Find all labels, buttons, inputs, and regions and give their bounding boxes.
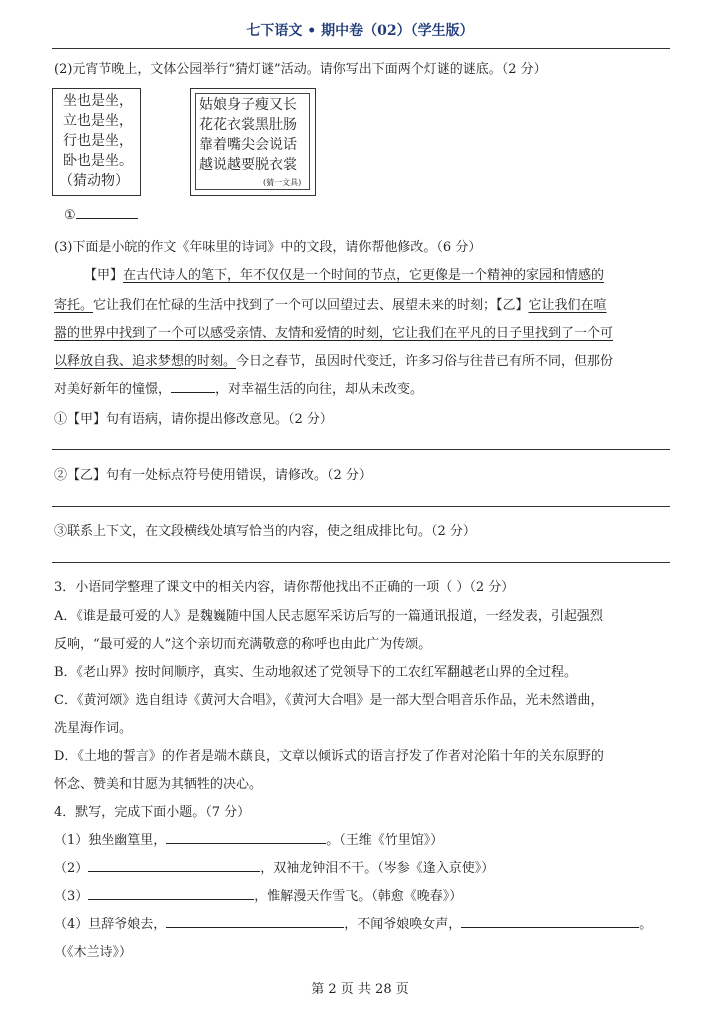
q2-prompt: (2)元宵节晚上，文体公园举行“猜灯谜”活动。请你写出下面两个灯谜的谜底。（2 分）: [54, 62, 547, 77]
q2-answer-line: [64, 206, 138, 223]
q4-text: （3）: [54, 889, 89, 904]
header-rule: [52, 48, 670, 49]
passage-tag-yi: 【乙】: [496, 298, 529, 313]
passage-line-3: [54, 322, 613, 341]
passage-underlined: 它让我们在喧: [528, 298, 607, 313]
answer-line-sub2[interactable]: [52, 506, 670, 507]
q4-text: （1）独坐幽篁里，: [54, 833, 167, 848]
riddle1-line: 卧也是坐。: [63, 153, 133, 169]
riddle2-line: 越说越要脱衣裳: [199, 157, 297, 173]
page-number: 第 2 页 共 28 页: [311, 982, 409, 997]
q3-sub3: ③联系上下文，在文段横线处填写恰当的内容，使之组成排比句。（2 分）: [54, 524, 476, 539]
q4-blank-2[interactable]: [88, 859, 260, 872]
q4-line4: [54, 913, 652, 932]
passage-text: 对美好新年的憧憬，: [54, 382, 172, 397]
q4-blank-5[interactable]: [461, 915, 639, 928]
q4-blank-3[interactable]: [88, 887, 254, 900]
q4-text: （2）: [54, 861, 89, 876]
q4-text: ，不闻爷娘唤女声，: [344, 917, 462, 932]
q4-line1: [54, 829, 443, 848]
riddle2-box: [190, 88, 316, 196]
option-d-line2: 怀念、赞美和甘愿为其牺牲的决心。: [54, 777, 263, 792]
q4-text: （4）旦辞爷娘去，: [54, 917, 167, 932]
riddle2-line: 花花衣裳黑肚肠: [199, 117, 297, 133]
q4-blank-4[interactable]: [166, 915, 344, 928]
option-c-line2: 冼星海作词。: [54, 721, 133, 736]
passage-text: ，对幸福生活的向往，却从未改变。: [215, 382, 424, 397]
riddle2-hint: (猜一文具): [263, 178, 302, 187]
q2-answer-marker: ①: [64, 208, 76, 223]
passage-underlined: 在古代诗人的笔下，年不仅仅是一个时间的节点，它更像是一个精神的家园和情感的: [123, 268, 605, 283]
q4-line3: [54, 885, 462, 904]
passage-line-1: [84, 264, 604, 283]
passage-tag-jia: 【甲】: [84, 268, 124, 283]
passage-line-5: [54, 378, 423, 397]
q3-sub1: ①【甲】句有语病，请你提出修改意见。（2 分）: [54, 412, 333, 427]
option-d-line1: D．《土地的誓言》的作者是端木蕻良，文章以倾诉式的语言抒发了作者对沦陷十年的关东原野的: [54, 749, 604, 764]
option-a-line1: A．《谁是最可爱的人》是魏巍随中国人民志愿军采访后写的一篇通讯报道，一经发表，引起强烈: [54, 609, 603, 624]
riddle1-hint: （猜动物）: [59, 173, 129, 189]
passage-text: 它让我们在忙碌的生活中找到了一个可以回望过去、展望未来的时刻；: [93, 298, 497, 313]
passage-underlined: 以释放自我、追求梦想的时刻。: [54, 354, 237, 369]
passage-line-4: [54, 350, 613, 369]
q4-line2: [54, 857, 494, 876]
answer-line-sub3[interactable]: [52, 562, 670, 563]
riddle1-line: 行也是坐，: [63, 133, 133, 149]
q2-answer-blank[interactable]: [76, 206, 138, 219]
option-b: B．《老山界》按时间顺序，真实、生动地叙述了党领导下的工农红军翻越老山界的全过程。: [54, 665, 578, 680]
riddle2-line: 姑娘身子瘦又长: [199, 97, 297, 113]
riddle1-box: [52, 88, 141, 196]
riddle2-line: 靠着嘴尖会说话: [199, 137, 297, 153]
mc-question-prompt: 3．小语同学整理了课文中的相关内容，请你帮他找出不正确的一项（ ）（2 分）: [54, 580, 515, 595]
q3-prompt: (3)下面是小皖的作文《年味里的诗词》中的文段，请你帮他修改。（6 分）: [54, 240, 482, 255]
passage-fill-blank[interactable]: [171, 380, 215, 393]
option-c-line1: C．《黄河颂》选自组诗《黄河大合唱》，《黄河大合唱》是一部大型合唱音乐作品，光未然谱曲，: [54, 693, 604, 708]
q4-text: 。: [639, 917, 653, 932]
q4-text: ，惟解漫天作雪飞。（韩愈《晚春》）: [254, 889, 463, 904]
passage-underlined: 寄托。: [54, 298, 94, 313]
passage-line-2: [54, 294, 607, 313]
riddle1-line: 立也是坐，: [63, 113, 133, 129]
option-a-line2: 反响，“最可爱的人”这个亲切而充满敬意的称呼也由此广为传颂。: [54, 637, 432, 652]
answer-line-sub1[interactable]: [52, 449, 670, 450]
page-header-title: 七下语文 • 期中卷（02）（学生版）: [246, 23, 474, 39]
q3-sub2: ②【乙】句有一处标点符号使用错误，请修改。（2 分）: [54, 468, 372, 483]
q4-line5: （《木兰诗》）: [54, 945, 133, 960]
passage-underlined: 嚣的世界中找到了一个可以感受亲情、友情和爱情的时刻，它让我们在平凡的日子里找到了一个可: [54, 326, 614, 341]
passage-text: 今日之春节，虽因时代变迁，许多习俗与往昔已有所不同，但那份: [236, 354, 614, 369]
q4-blank-1[interactable]: [166, 831, 326, 844]
q4-text: 。（王维《竹里馆》）: [326, 833, 444, 848]
q4-prompt: 4．默写，完成下面小题。（7 分）: [54, 805, 251, 820]
q4-text: ，双袖龙钟泪不干。（岑参《逢入京使》）: [260, 861, 495, 876]
riddle1-line: 坐也是坐，: [63, 93, 133, 109]
